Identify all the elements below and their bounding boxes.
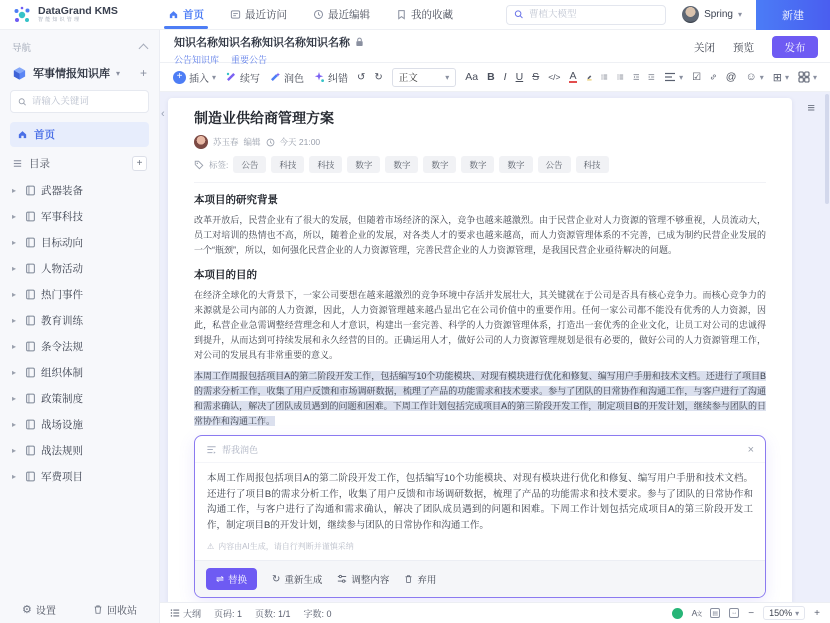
tag-chip[interactable]: 数字 <box>499 156 532 173</box>
sidebar-nav-label: 导航 <box>12 43 32 54</box>
adjust-content-label: 调整内容 <box>351 575 390 586</box>
sidebar-tree-item[interactable] <box>10 333 149 359</box>
recent-visit-icon <box>230 9 241 20</box>
tag-chip[interactable]: 公告 <box>233 156 266 173</box>
trash-icon <box>404 574 413 584</box>
chevron-down-icon: ▾ <box>116 68 121 78</box>
breadcrumb-folder-link[interactable]: 重要公告 <box>231 55 268 65</box>
ai-popup-footer <box>195 560 765 597</box>
outline-icon <box>170 608 180 618</box>
undo-button[interactable]: ↺ <box>357 71 366 83</box>
author-action: 编辑 <box>243 137 261 147</box>
discard-label: 弃用 <box>417 575 437 586</box>
page-count: 页数: 1/1 <box>255 608 291 619</box>
chevron-down-icon: ▾ <box>445 72 450 82</box>
publish-button[interactable]: 发布 <box>772 36 818 58</box>
tags-list <box>233 156 608 173</box>
strikethrough-button[interactable]: S <box>532 71 540 83</box>
zoom-level-select[interactable] <box>763 606 805 620</box>
word-count: 字数: 0 <box>303 608 332 619</box>
underline-button[interactable]: U <box>515 71 524 83</box>
notebook-icon <box>25 393 36 404</box>
ordered-list-button[interactable] <box>601 71 608 83</box>
user-name: Spring <box>704 9 733 20</box>
tree-item-label: 目标动向 <box>41 236 83 249</box>
chevron-down-icon: ▾ <box>795 608 800 618</box>
highlight-color-button[interactable] <box>586 71 593 83</box>
ai-popup-title: 帮我润色 <box>222 445 259 455</box>
tag-chip[interactable]: 数字 <box>423 156 456 173</box>
italic-button[interactable]: I <box>503 71 507 83</box>
sidebar-tree-item[interactable] <box>10 385 149 411</box>
sidebar-home-label: 首页 <box>34 129 55 141</box>
ai-pen-icon <box>225 71 237 83</box>
ai-warning-text: 内容由AI生成，请自行判断并谨慎采纳 <box>218 542 354 551</box>
add-knowledge-base-button[interactable]: + <box>139 66 147 80</box>
chevron-right-icon[interactable]: ▸ <box>12 263 17 273</box>
knowledge-base-selector[interactable] <box>10 62 149 90</box>
replace-icon: ⇌ <box>216 573 224 585</box>
chevron-down-icon: ▾ <box>784 72 789 82</box>
chevron-right-icon[interactable]: ▸ <box>12 341 17 351</box>
indent-button[interactable] <box>648 71 655 83</box>
collapse-sidebar-icon[interactable] <box>139 44 149 54</box>
recycle-bin-button[interactable] <box>93 602 137 617</box>
chevron-right-icon[interactable]: ▸ <box>12 471 17 481</box>
outline-label: 大纲 <box>183 608 202 619</box>
link-button[interactable] <box>710 71 717 83</box>
sliders-icon <box>337 574 347 584</box>
chevron-down-icon: ▾ <box>679 72 684 82</box>
align-button[interactable] <box>664 71 683 83</box>
app-logo[interactable] <box>0 5 158 25</box>
selected-paragraph[interactable] <box>194 369 766 429</box>
table-button[interactable] <box>773 71 789 84</box>
nav-recent-visit[interactable] <box>230 0 287 29</box>
font-color-button[interactable]: A <box>569 69 577 82</box>
table-icon: ⊞ <box>772 71 782 84</box>
edit-time: 今天 21:00 <box>279 137 321 147</box>
notebook-icon <box>25 471 36 482</box>
inline-code-button[interactable]: </> <box>548 72 561 82</box>
sidebar <box>0 30 160 623</box>
chevron-right-icon[interactable]: ▸ <box>12 211 17 221</box>
sidebar-tree-item[interactable] <box>10 411 149 437</box>
tree-item-label: 人物活动 <box>41 262 83 275</box>
translate-icon[interactable]: A文 <box>691 608 702 618</box>
ai-task-icon <box>206 444 217 455</box>
polish-label: 润色 <box>284 73 305 85</box>
tree-item-label: 热门事件 <box>41 288 83 301</box>
top-bar <box>0 0 830 30</box>
chevron-right-icon[interactable]: ▸ <box>12 367 17 377</box>
close-icon[interactable]: × <box>747 443 754 456</box>
section-heading[interactable]: 本项目的研究背景 <box>194 194 278 206</box>
correct-label: 纠错 <box>328 73 349 85</box>
ai-polish-icon <box>269 71 281 83</box>
chevron-down-icon: ▾ <box>737 10 742 19</box>
replace-label: 替换 <box>227 575 247 586</box>
bookmark-icon <box>396 9 407 20</box>
nav-home-label: 首页 <box>183 9 204 21</box>
nav-favorites-label: 我的收藏 <box>411 9 453 21</box>
recent-edit-icon <box>313 9 324 20</box>
tree-item-label: 武器装备 <box>41 184 83 197</box>
insert-button[interactable] <box>173 70 216 85</box>
sidebar-tree-item[interactable] <box>10 463 149 489</box>
preview-button[interactable]: 预览 <box>733 41 754 54</box>
collapse-panel-handle[interactable]: ‹ <box>161 108 165 120</box>
home-icon <box>17 129 28 140</box>
datagrand-logo-icon <box>12 5 32 25</box>
knowledge-base-cube-icon <box>12 66 27 81</box>
notebook-icon <box>25 445 36 456</box>
settings-button[interactable] <box>22 602 56 617</box>
ai-correct-button[interactable] <box>313 70 348 85</box>
tag-chip[interactable]: 数字 <box>385 156 418 173</box>
chevron-right-icon[interactable]: ▸ <box>12 315 17 325</box>
tag-chip[interactable]: 科技 <box>271 156 304 173</box>
task-list-button[interactable]: ☑ <box>692 71 702 83</box>
align-icon <box>664 71 676 83</box>
emoji-button[interactable] <box>745 71 763 83</box>
outline-toggle[interactable] <box>170 607 201 620</box>
tags-label: 标签: <box>209 159 229 170</box>
notebook-icon <box>25 341 36 352</box>
chevron-right-icon[interactable]: ▸ <box>12 185 17 195</box>
ai-sparkle-icon <box>313 71 325 83</box>
bold-button[interactable]: B <box>487 71 495 83</box>
notebook-icon <box>25 237 36 248</box>
mention-button[interactable]: @ <box>725 71 737 83</box>
home-icon <box>168 9 179 20</box>
tag-icon <box>194 160 204 170</box>
bullet-list-button[interactable] <box>617 71 624 83</box>
sidebar-item-home[interactable] <box>10 122 149 147</box>
editor-toolbar <box>160 63 830 92</box>
ai-popup-header <box>195 436 765 463</box>
document-header <box>160 30 830 63</box>
ai-polish-button[interactable] <box>269 70 304 85</box>
notebook-icon <box>25 263 36 274</box>
outdent-button[interactable] <box>633 71 640 83</box>
tree-item-label: 组织体制 <box>41 366 83 379</box>
chevron-right-icon[interactable]: ▸ <box>12 419 17 429</box>
nav-favorites[interactable] <box>396 0 453 29</box>
blocks-grid-icon <box>798 71 810 83</box>
chevron-down-icon: ▾ <box>212 72 217 82</box>
document-page <box>168 98 792 602</box>
emoji-icon: ☺ <box>745 71 757 83</box>
tag-chip[interactable]: 数字 <box>347 156 380 173</box>
top-nav <box>168 0 453 29</box>
document-meta <box>194 135 766 149</box>
ai-assistant-icon[interactable] <box>672 608 683 619</box>
plus-circle-icon: + <box>173 71 186 84</box>
notebook-icon <box>25 211 36 222</box>
catalog-header <box>10 147 149 177</box>
nav-recent-edit[interactable] <box>313 0 370 29</box>
search-icon <box>18 97 27 107</box>
tag-chip[interactable]: 科技 <box>309 156 342 173</box>
sidebar-search[interactable] <box>10 90 149 113</box>
knowledge-base-name: 军事情报知识库 <box>33 68 110 80</box>
lock-icon <box>355 37 364 47</box>
sidebar-tree-item[interactable] <box>10 203 149 229</box>
page-view-icon[interactable]: ▤ <box>710 608 720 618</box>
settings-label: 设置 <box>35 605 56 617</box>
tree-item-label: 教育训练 <box>41 314 83 327</box>
tag-chip[interactable]: 科技 <box>576 156 609 173</box>
regenerate-icon: ↻ <box>271 573 281 585</box>
recycle-label: 回收站 <box>107 605 137 617</box>
ai-continue-button[interactable] <box>225 70 260 85</box>
zoom-in-button[interactable]: + <box>814 607 820 619</box>
ai-generated-content[interactable]: 本周工作周报包括项目A的第二阶段开发工作，包括编写10个功能模块、对现有模块进行优化和修复、编写用户手册和技术文档。还进行了项目B的需求分析工作，收集了用户反馈和市场调研数据，梳理了产品的功能需求和技术要求。参与了团队的日常协作和沟通工作，与客户进行了沟通和需求确认，解决了团队成员遇到的问题和困难。下周工作计划包括完成项目A的第三阶段开发工作，制定项目B的开发计划，继续参与团队的日常协作和沟通工作。 <box>207 473 753 531</box>
nav-home[interactable] <box>168 0 204 29</box>
chevron-right-icon[interactable]: ▸ <box>12 237 17 247</box>
sidebar-tree-item[interactable] <box>10 255 149 281</box>
new-button[interactable]: 新建 <box>756 0 830 30</box>
sidebar-footer <box>0 595 159 623</box>
continue-write-label: 续写 <box>240 73 261 85</box>
status-bar <box>160 602 830 623</box>
notebook-icon <box>25 419 36 430</box>
regenerate-button[interactable] <box>272 572 322 586</box>
outline-float-button[interactable]: ≡ <box>807 100 815 115</box>
nav-recent-edit-label: 最近编辑 <box>328 9 370 21</box>
brand-name: DataGrand KMS <box>38 4 118 17</box>
add-catalog-button[interactable]: + <box>132 156 147 171</box>
tree-item-label: 战场设施 <box>41 418 83 431</box>
catalog-list-icon <box>12 158 23 169</box>
tag-chip[interactable]: 公告 <box>538 156 571 173</box>
zoom-out-button[interactable]: − <box>748 607 755 619</box>
paragraph-style-value: 正文 <box>398 73 418 84</box>
knowledge-title: 知识名称知识名称知识名称知识名称 <box>174 37 350 49</box>
more-blocks-button[interactable] <box>798 71 817 83</box>
clock-icon <box>266 138 275 147</box>
selection-highlight: 本周工作周报包括项目A的第二阶段开发工作，包括编写10个功能模块、对现有模块进行优化和修复、编写用户手册和技术文档。还进行了项目B的需求分析工作，收集了用户反馈和市场调研数据，梳理了产品的功能需求和技术要求。参与了团队的日常协作和沟通工作，与客户进行了沟通和需求确认，解决了团队成员遇到的问题和困难。下周工作计划包括完成项目A的第三阶段开发工作，制定项目B的开发计划，继续参与团队的日常协作和沟通工作。 <box>194 371 766 426</box>
editor-canvas <box>160 92 830 602</box>
chevron-right-icon[interactable]: ▸ <box>12 289 17 299</box>
chevron-down-icon: ▾ <box>812 72 817 82</box>
author-name: 苏玉春 <box>213 137 239 147</box>
chevron-down-icon: ▾ <box>759 72 764 82</box>
notebook-icon <box>25 289 36 300</box>
page-number: 页码: 1 <box>214 608 243 619</box>
user-avatar <box>682 6 699 23</box>
sidebar-tree-item[interactable] <box>10 359 149 385</box>
nav-recent-visit-label: 最近访问 <box>245 9 287 21</box>
regenerate-label: 重新生成 <box>284 575 323 586</box>
main-area <box>160 30 830 623</box>
insert-label: 插入 <box>189 73 209 85</box>
ai-warning <box>195 537 765 560</box>
tree-item-label: 战法规则 <box>41 444 83 457</box>
brand-subtitle: 智能知识管理 <box>38 17 82 24</box>
author-avatar <box>194 135 208 149</box>
ai-polish-popup <box>194 435 766 598</box>
replace-button[interactable] <box>206 568 257 590</box>
fit-width-icon[interactable]: ↔ <box>731 610 738 616</box>
tree-item-label: 军事科技 <box>41 210 83 223</box>
sidebar-search-input[interactable] <box>32 96 141 107</box>
breadcrumb-kb-link[interactable]: 公告知识库 <box>174 55 220 65</box>
tree-item-label: 条令法规 <box>41 340 83 353</box>
sidebar-tree-item[interactable] <box>10 307 149 333</box>
zoom-level-value: 150% <box>769 608 793 618</box>
sidebar-tree-item[interactable] <box>10 281 149 307</box>
discard-button[interactable] <box>404 572 436 586</box>
global-search[interactable] <box>506 5 666 25</box>
chevron-right-icon[interactable]: ▸ <box>12 445 17 455</box>
tree-item-label: 军费项目 <box>41 470 83 483</box>
sidebar-tree-item[interactable] <box>10 177 149 203</box>
warning-icon: ⚠ <box>207 542 215 551</box>
tag-chip[interactable]: 数字 <box>461 156 494 173</box>
chevron-right-icon[interactable]: ▸ <box>12 393 17 403</box>
font-size-button[interactable]: Aa <box>465 71 479 83</box>
close-button[interactable]: 关闭 <box>694 41 715 54</box>
sidebar-tree-item[interactable] <box>10 437 149 463</box>
tags-row <box>194 156 766 183</box>
trash-icon <box>93 604 103 615</box>
adjust-content-button[interactable] <box>337 572 389 586</box>
catalog-label: 目录 <box>29 158 50 170</box>
document-title[interactable]: 制造业供给商管理方案 <box>194 110 334 126</box>
paragraph-style-select[interactable] <box>392 68 456 87</box>
global-search-input[interactable] <box>529 9 658 20</box>
user-menu[interactable] <box>682 6 742 23</box>
search-icon <box>514 9 524 20</box>
paragraph[interactable]: 改革开放后，民营企业有了很大的发展，但随着市场经济的深入，竞争也越来越激烈。由于民营企业对人力资源的管理不够重视，人员流动大，员工对培训的热情也不高，所以，随着企业的发展，对各类人才的要求也越来越高，而人力资源管理体系的不完善，已成为制约民营企业发展的一个“瓶颈”，所以，如何强化民营企业的人力资源管理，完善民营企业的人力资源管理，是我国民营企业亟待解决的问题。 <box>194 215 766 255</box>
section-heading[interactable]: 本项目的目的 <box>194 269 257 281</box>
tree-item-label: 政策制度 <box>41 392 83 405</box>
catalog-tree <box>10 177 149 489</box>
notebook-icon <box>25 367 36 378</box>
paragraph[interactable]: 在经济全球化的大背景下，一家公司要想在越来越激烈的竞争环境中存活并发展壮大，其关键就在于公司是否具有核心竞争力。而核心竞争力的来源就是公司内部的人力资源，因此，人力资源管理越来越凸显出它在公司价值中的重要作用。任何一家公司都不能没有优秀的人力资源，因此，私营企业急需调整经营理念和人才意识，构建出一套完善、科学的人力资源管理体系，打造出一套优秀的企业文化，让员工对公司的忠诚得到提升，从而达到可持续发展和永久经营的目的。正确运用人才，做好公司的人力资源管理规划是很有必要的，做好公司的人力资源管理工作，对公司的发展具有非常重要的意义。 <box>194 290 766 360</box>
notebook-icon <box>25 185 36 196</box>
redo-button[interactable]: ↻ <box>374 71 383 83</box>
notebook-icon <box>25 315 36 326</box>
scrollbar-thumb[interactable] <box>825 94 829 204</box>
sidebar-tree-item[interactable] <box>10 229 149 255</box>
gear-icon: ⚙ <box>22 603 32 616</box>
